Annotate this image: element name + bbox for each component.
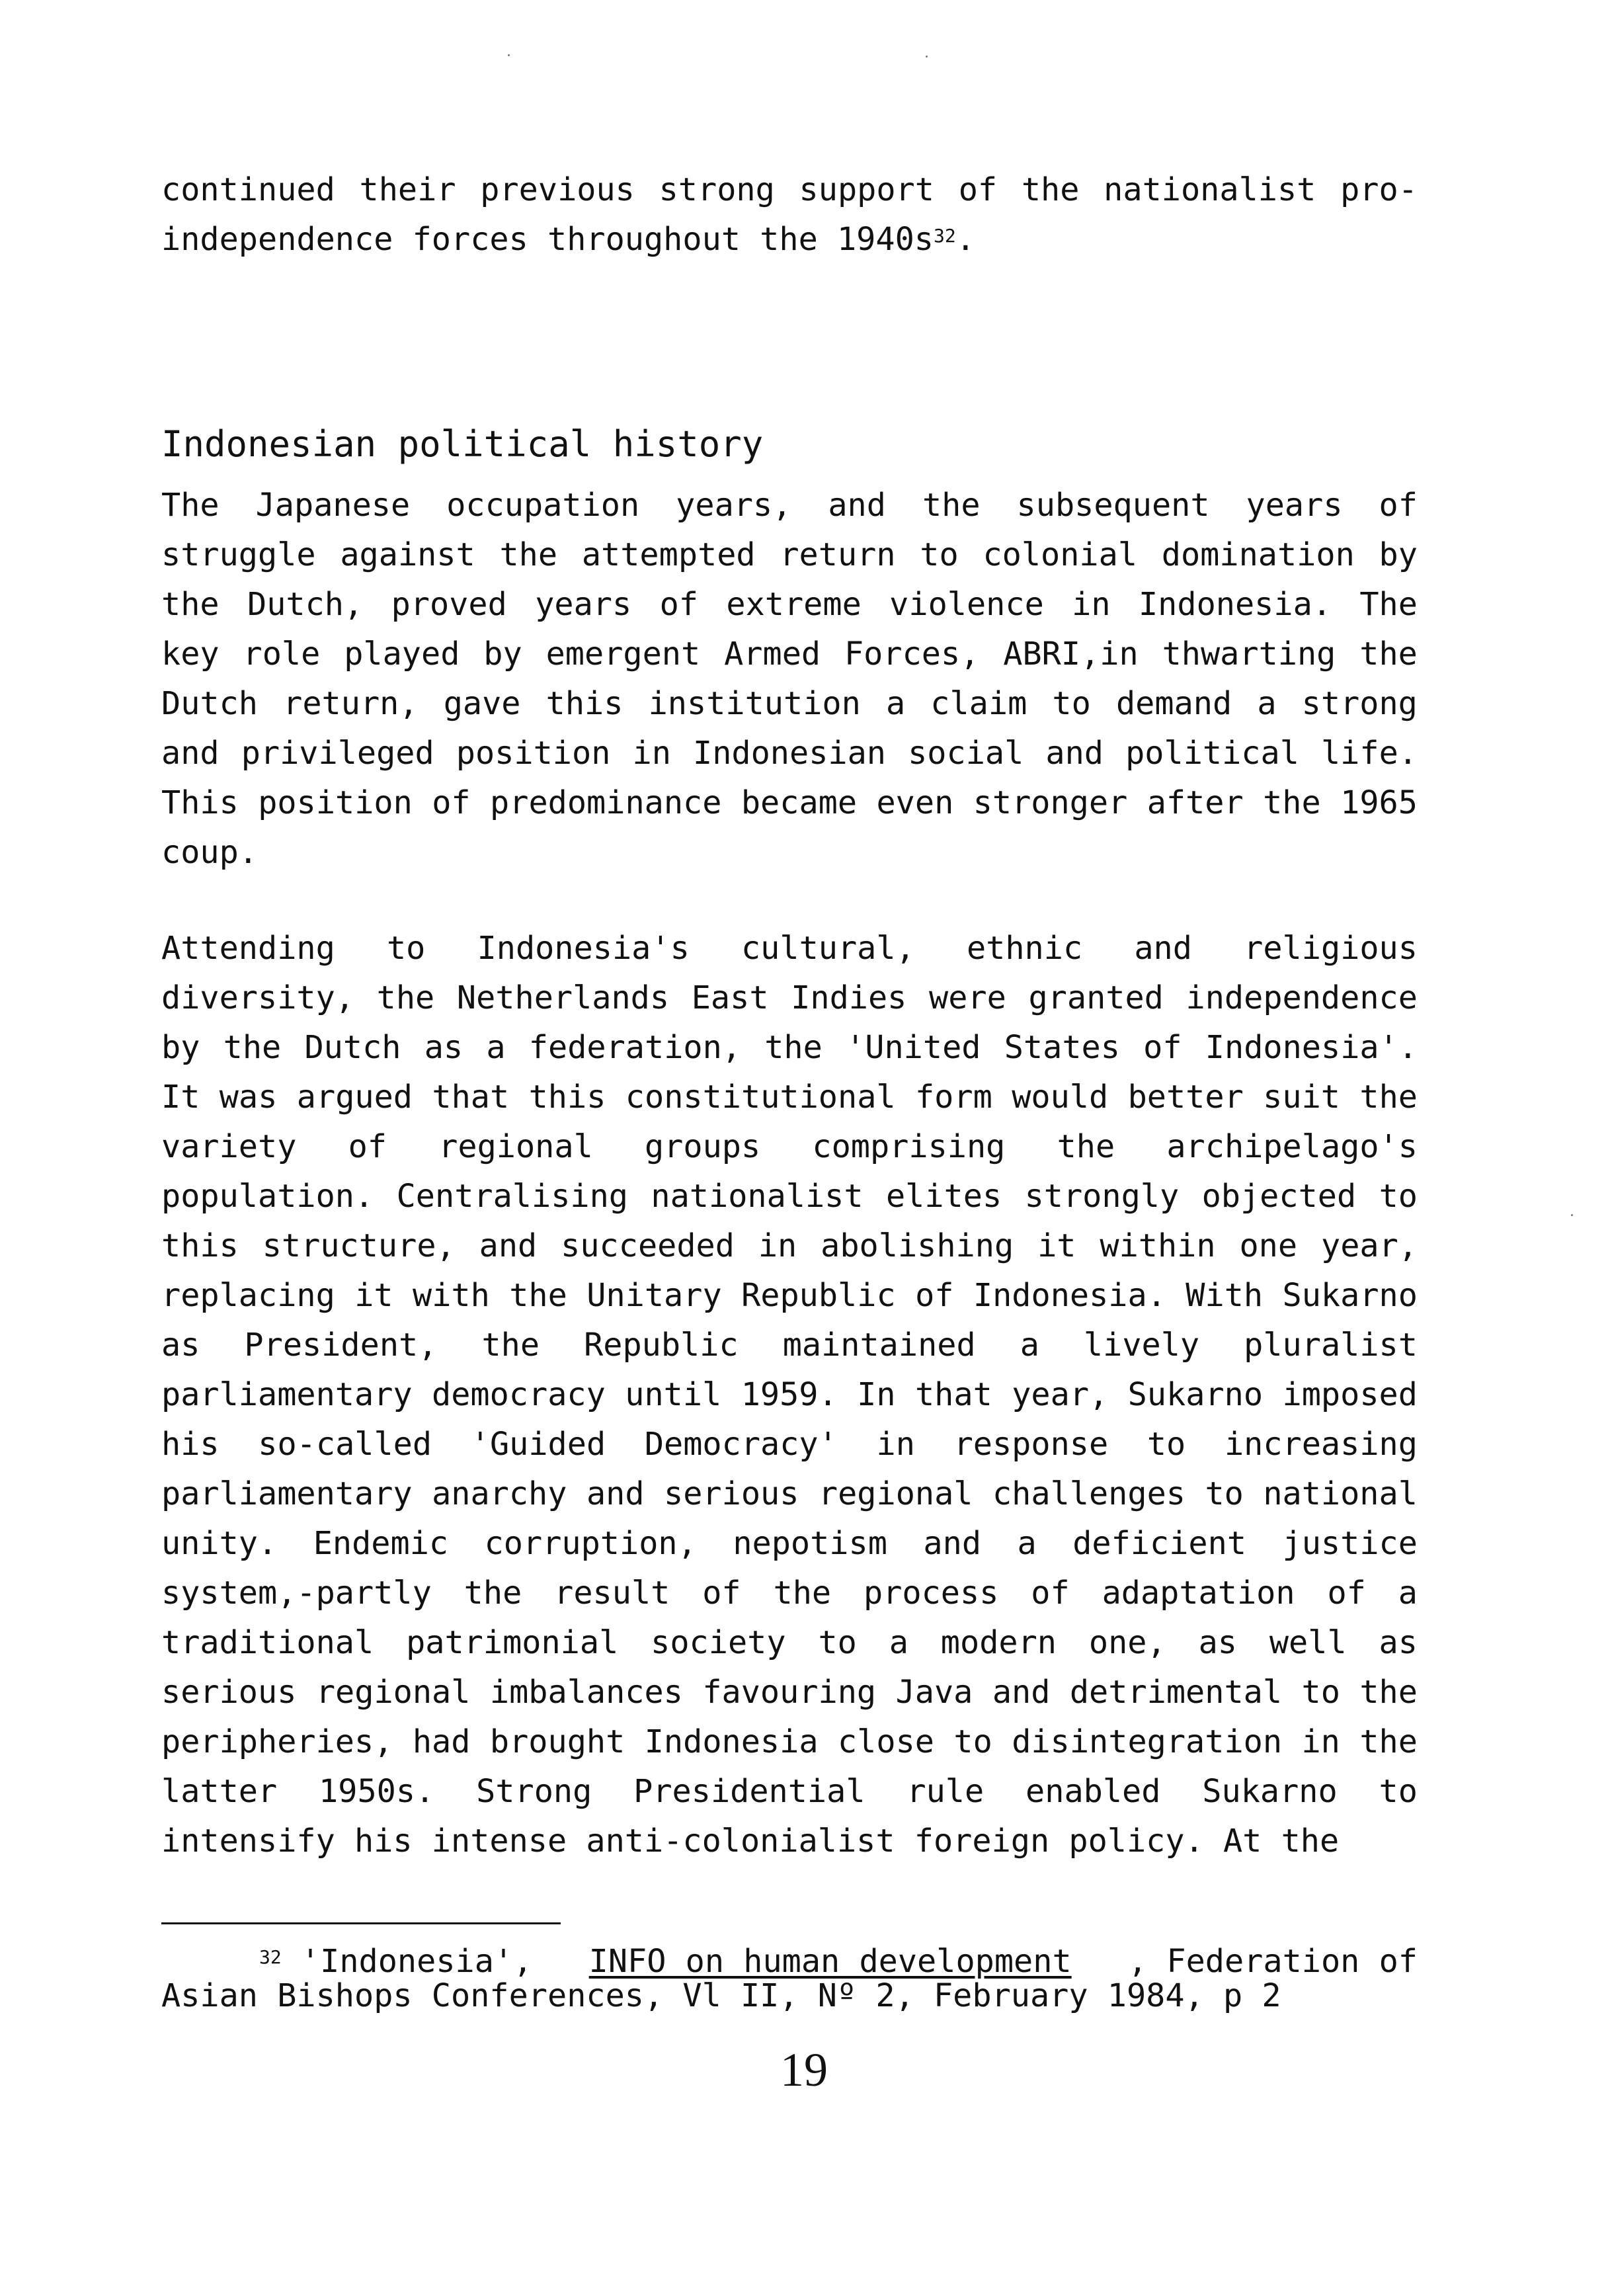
- word: a: [1257, 685, 1277, 722]
- word: year,: [1321, 1227, 1418, 1264]
- footnote-publication-title: INFO on human development: [588, 1943, 1072, 1980]
- word: to: [920, 536, 959, 573]
- paragraph-line: [161, 1717, 1418, 1767]
- word: extreme: [726, 586, 862, 623]
- footnote-line-2: Asian Bishops Conferences, Vl II, Nº 2, February 1984, p 2: [161, 1977, 1281, 2014]
- paragraph-line: [161, 1023, 1418, 1073]
- word: the: [773, 1575, 832, 1612]
- paragraph-line: [161, 973, 1418, 1023]
- word: strongly: [1024, 1178, 1180, 1215]
- word: thwarting: [1162, 636, 1336, 673]
- word: previous: [480, 171, 635, 208]
- word: in: [1072, 586, 1111, 623]
- paragraph-line: [161, 1420, 1418, 1469]
- word: predominance: [490, 784, 722, 821]
- word: a: [486, 1029, 506, 1066]
- top-paragraph-line-2-end: .: [955, 221, 975, 258]
- word: subsequent: [1016, 487, 1210, 524]
- word: strong: [659, 171, 775, 208]
- word: had: [412, 1723, 471, 1760]
- word: institution: [648, 685, 861, 722]
- word: strong: [1301, 685, 1418, 722]
- word: and: [992, 1674, 1051, 1711]
- word: disintegration: [1012, 1723, 1283, 1760]
- word: groups: [644, 1128, 761, 1165]
- word: adaptation: [1102, 1575, 1295, 1612]
- word: constitutional: [625, 1079, 896, 1116]
- word: in: [758, 1227, 797, 1264]
- word: Indies: [791, 979, 907, 1016]
- word: succeeded: [561, 1227, 735, 1264]
- word: deficient: [1072, 1525, 1247, 1562]
- word: of: [432, 784, 471, 821]
- word: Attending: [161, 930, 335, 967]
- word: to: [1146, 1426, 1186, 1463]
- word: social: [908, 735, 1024, 772]
- word: key: [161, 636, 220, 673]
- scan-speck: [926, 56, 928, 58]
- word: played: [344, 636, 460, 673]
- word: modern: [940, 1624, 1057, 1661]
- paragraph-line: intensify his intense anti-colonialist foreign policy. At the: [161, 1823, 1340, 1860]
- word: serious: [664, 1475, 799, 1512]
- paragraph-line: [161, 1668, 1418, 1717]
- top-paragraph: [161, 165, 1418, 265]
- word: challenges: [992, 1475, 1186, 1512]
- word: lively: [1083, 1327, 1200, 1364]
- word: Sukarno: [1202, 1773, 1338, 1810]
- word: struggle: [161, 536, 316, 573]
- word: 'Guided: [470, 1426, 606, 1463]
- paragraph-line: [161, 778, 1418, 828]
- paragraph-japanese-occupation: [161, 481, 1418, 878]
- word: a: [1017, 1525, 1037, 1562]
- word: as: [1198, 1624, 1237, 1661]
- word: religious: [1244, 930, 1418, 967]
- word: and: [923, 1525, 982, 1562]
- word: this: [528, 1079, 606, 1116]
- word: by: [483, 636, 522, 673]
- word: well: [1269, 1624, 1347, 1661]
- paragraph-independence: [161, 924, 1418, 1866]
- word: democracy: [432, 1376, 606, 1413]
- word: Japanese: [255, 487, 411, 524]
- word: position: [258, 784, 413, 821]
- paragraph-line: [161, 530, 1418, 580]
- word: return: [780, 536, 896, 573]
- word: cultural,: [741, 930, 915, 967]
- word: of: [659, 586, 698, 623]
- page-number: 19: [780, 2043, 828, 2096]
- paragraph-line: [161, 1122, 1418, 1172]
- word: regional: [438, 1128, 593, 1165]
- word: support: [799, 171, 934, 208]
- word: ethnic: [966, 930, 1083, 967]
- word: political: [1125, 735, 1299, 772]
- word: the: [764, 1029, 823, 1066]
- word: the: [509, 1277, 567, 1314]
- footnote-separator: [161, 1922, 561, 1924]
- word: Presidential: [633, 1773, 865, 1810]
- word: the: [1359, 636, 1418, 673]
- word: of: [915, 1277, 954, 1314]
- word: regional: [818, 1475, 973, 1512]
- word: 1965: [1340, 784, 1418, 821]
- word: variety: [161, 1128, 297, 1165]
- word: of: [1031, 1575, 1070, 1612]
- word: so-called: [258, 1426, 432, 1463]
- word: and: [586, 1475, 645, 1512]
- word: by: [1379, 536, 1418, 573]
- word: it: [1037, 1227, 1076, 1264]
- paragraph-line: [161, 1073, 1418, 1122]
- word: nationalist: [1104, 171, 1316, 208]
- word: after: [1146, 784, 1244, 821]
- word: increasing: [1224, 1426, 1418, 1463]
- word: proved: [391, 586, 507, 623]
- word: and: [161, 735, 220, 772]
- word: The: [1359, 586, 1418, 623]
- word: traditional: [161, 1624, 374, 1661]
- paragraph-line: [161, 630, 1418, 679]
- word: East: [691, 979, 769, 1016]
- word: pro-: [1340, 171, 1418, 208]
- word: imbalances: [489, 1674, 683, 1711]
- word: result: [554, 1575, 670, 1612]
- word: imposed: [1282, 1376, 1418, 1413]
- word: latter: [161, 1773, 278, 1810]
- word: gave: [443, 685, 521, 722]
- word: and: [1134, 930, 1192, 967]
- word: Dutch: [304, 1029, 401, 1066]
- word: to: [1052, 685, 1091, 722]
- word: Forces,: [844, 636, 980, 673]
- word: rule: [906, 1773, 985, 1810]
- word: President,: [244, 1327, 438, 1364]
- word: maintained: [782, 1327, 976, 1364]
- word: 'United: [846, 1029, 981, 1066]
- word: as: [161, 1327, 200, 1364]
- word: of: [1327, 1575, 1366, 1612]
- word: a: [889, 1624, 908, 1661]
- word: in: [1301, 1723, 1340, 1760]
- word: the: [499, 536, 558, 573]
- word: of: [1143, 1029, 1182, 1066]
- word: to: [1379, 1773, 1418, 1810]
- word: years,: [676, 487, 792, 524]
- word: independence: [1186, 979, 1418, 1016]
- word: the: [1057, 1128, 1115, 1165]
- word: that: [914, 1376, 992, 1413]
- paragraph-line: coup.: [161, 834, 258, 871]
- word: role: [243, 636, 321, 673]
- word: population.: [161, 1178, 374, 1215]
- word: the: [481, 1327, 540, 1364]
- word: to: [1379, 1178, 1418, 1215]
- word: this: [545, 685, 623, 722]
- paragraph-line: [161, 580, 1418, 630]
- word: Indonesia.: [973, 1277, 1166, 1314]
- word: granted: [1028, 979, 1164, 1016]
- word: 1950s.: [319, 1773, 435, 1810]
- word: was: [219, 1079, 278, 1116]
- word: it: [354, 1277, 393, 1314]
- word: society: [651, 1624, 786, 1661]
- word: years: [535, 586, 632, 623]
- paragraph-line: [161, 729, 1418, 778]
- word: enabled: [1025, 1773, 1161, 1810]
- word: colonial: [983, 536, 1138, 573]
- word: the: [1021, 171, 1080, 208]
- word: Indonesian: [693, 735, 886, 772]
- word: life.: [1320, 735, 1418, 772]
- word: nepotism: [733, 1525, 887, 1562]
- word: Democracy': [644, 1426, 838, 1463]
- scan-speck: [508, 54, 510, 56]
- word: a: [1398, 1575, 1418, 1612]
- paragraph-line: [161, 1767, 1418, 1817]
- word: structure,: [262, 1227, 456, 1264]
- top-paragraph-line-1: [161, 165, 1418, 215]
- word: the: [376, 979, 435, 1016]
- word: Republic: [584, 1327, 739, 1364]
- word: It: [161, 1079, 200, 1116]
- word: attempted: [581, 536, 756, 573]
- word: Indonesia: [644, 1723, 819, 1760]
- word: In: [857, 1376, 896, 1413]
- word: brought: [489, 1723, 625, 1760]
- word: The: [161, 487, 220, 524]
- word: pluralist: [1244, 1327, 1418, 1364]
- scan-speck: [1571, 1214, 1573, 1216]
- paragraph-line: [161, 1370, 1418, 1420]
- footnote: [161, 1944, 1418, 2013]
- word: justice: [1282, 1525, 1418, 1562]
- word: Indonesia'.: [1205, 1029, 1418, 1066]
- word: Indonesia's: [477, 930, 690, 967]
- word: position: [456, 735, 611, 772]
- word: stronger: [973, 784, 1128, 821]
- paragraph-line: [161, 1469, 1418, 1519]
- word: that: [432, 1079, 510, 1116]
- paragraph-line: [161, 1519, 1418, 1569]
- footnote-quote-title: 'Indonesia',: [300, 1943, 533, 1980]
- word: serious: [161, 1674, 297, 1711]
- word: favouring: [702, 1674, 877, 1711]
- word: the: [1359, 1674, 1418, 1711]
- word: the: [922, 487, 981, 524]
- word: corruption,: [484, 1525, 697, 1562]
- word: regional: [315, 1674, 471, 1711]
- word: comprising: [812, 1128, 1006, 1165]
- footnote-rest-line-1: , Federation of: [1127, 1943, 1418, 1980]
- word: year,: [1012, 1376, 1109, 1413]
- word: With: [1186, 1277, 1264, 1314]
- word: of: [702, 1575, 741, 1612]
- paragraph-line: [161, 1321, 1418, 1370]
- word: ABRI,in: [1003, 636, 1139, 673]
- footnote-number: 32: [259, 1946, 282, 1968]
- paragraph-line: [161, 679, 1418, 729]
- word: in: [876, 1426, 915, 1463]
- paragraph-line: [161, 924, 1418, 973]
- word: unity.: [161, 1525, 278, 1562]
- word: elites: [885, 1178, 1002, 1215]
- word: better: [1127, 1079, 1244, 1116]
- word: 1959.: [741, 1376, 838, 1413]
- word: Sukarno: [1282, 1277, 1418, 1314]
- word: Armed: [724, 636, 821, 673]
- word: system,-partly: [161, 1575, 432, 1612]
- word: privileged: [241, 735, 434, 772]
- word: to: [818, 1624, 857, 1661]
- word: argued: [296, 1079, 413, 1116]
- word: violence: [889, 586, 1044, 623]
- word: federation,: [528, 1029, 741, 1066]
- word: Java: [895, 1674, 973, 1711]
- word: emergent: [545, 636, 701, 673]
- paragraph-line: [161, 1271, 1418, 1321]
- word: Sukarno: [1127, 1376, 1264, 1413]
- word: were: [929, 979, 1006, 1016]
- paragraph-line: [161, 1569, 1418, 1618]
- word: archipelago's: [1166, 1128, 1418, 1165]
- word: Republic: [741, 1277, 896, 1314]
- word: within: [1100, 1227, 1216, 1264]
- word: to: [386, 930, 426, 967]
- word: peripheries,: [161, 1723, 393, 1760]
- word: the: [161, 586, 220, 623]
- word: to: [953, 1723, 992, 1760]
- word: this: [161, 1227, 239, 1264]
- word: response: [953, 1426, 1109, 1463]
- footnote-line-1: [161, 1944, 1418, 1979]
- word: one,: [1088, 1624, 1166, 1661]
- word: parliamentary: [161, 1475, 413, 1512]
- word: Centralising: [396, 1178, 628, 1215]
- word: and: [828, 487, 886, 524]
- word: This: [161, 784, 239, 821]
- word: against: [340, 536, 475, 573]
- word: nationalist: [651, 1178, 864, 1215]
- word: years: [1246, 487, 1343, 524]
- paragraph-line: [161, 481, 1418, 530]
- word: detrimental: [1069, 1674, 1283, 1711]
- word: objected: [1201, 1178, 1357, 1215]
- paragraph-line: [161, 1618, 1418, 1668]
- word: parliamentary: [161, 1376, 413, 1413]
- footnote-reference: 32: [933, 225, 956, 247]
- paragraph-line: [161, 1172, 1418, 1221]
- word: replacing: [161, 1277, 335, 1314]
- word: of: [348, 1128, 387, 1165]
- word: occupation: [446, 487, 640, 524]
- word: continued: [161, 171, 335, 208]
- word: of: [1379, 487, 1418, 524]
- word: his: [161, 1426, 220, 1463]
- word: abolishing: [821, 1227, 1014, 1264]
- word: patrimonial: [406, 1624, 619, 1661]
- word: a: [885, 685, 906, 722]
- word: Strong: [476, 1773, 592, 1810]
- word: in: [632, 735, 671, 772]
- word: and: [1045, 735, 1104, 772]
- word: their: [359, 171, 456, 208]
- word: Endemic: [313, 1525, 449, 1562]
- word: by: [161, 1029, 200, 1066]
- top-paragraph-line-2: [161, 215, 1418, 265]
- word: national: [1263, 1475, 1418, 1512]
- word: the: [463, 1575, 522, 1612]
- word: of: [958, 171, 998, 208]
- word: Dutch: [161, 685, 258, 722]
- word: even: [876, 784, 954, 821]
- word: suit: [1263, 1079, 1340, 1116]
- word: diversity,: [161, 979, 354, 1016]
- word: close: [837, 1723, 934, 1760]
- word: to: [1301, 1674, 1340, 1711]
- word: to: [1205, 1475, 1244, 1512]
- word: States: [1004, 1029, 1120, 1066]
- footnote-number-wrap: [259, 1944, 532, 1979]
- word: one: [1239, 1227, 1298, 1264]
- word: as: [424, 1029, 463, 1066]
- word: became: [741, 784, 858, 821]
- word: the: [1263, 784, 1321, 821]
- word: anarchy: [432, 1475, 567, 1512]
- word: the: [1359, 1723, 1418, 1760]
- word: Dutch,: [247, 586, 364, 623]
- word: as: [1379, 1624, 1418, 1661]
- word: with: [413, 1277, 490, 1314]
- word: Netherlands: [456, 979, 670, 1016]
- section-heading: Indonesian political history: [161, 423, 764, 465]
- top-paragraph-line-2-text: independence forces throughout the 1940s: [161, 221, 934, 258]
- paragraph-line: [161, 1221, 1418, 1271]
- word: demand: [1115, 685, 1232, 722]
- word: the: [1359, 1079, 1418, 1116]
- word: and: [479, 1227, 538, 1264]
- word: Indonesia.: [1138, 586, 1332, 623]
- word: form: [914, 1079, 992, 1116]
- word: until: [625, 1376, 722, 1413]
- word: process: [864, 1575, 999, 1612]
- word: return,: [283, 685, 419, 722]
- word: Unitary: [586, 1277, 722, 1314]
- word: a: [1020, 1327, 1039, 1364]
- word: domination: [1161, 536, 1355, 573]
- word: the: [223, 1029, 282, 1066]
- word: would: [1012, 1079, 1109, 1116]
- word: claim: [930, 685, 1027, 722]
